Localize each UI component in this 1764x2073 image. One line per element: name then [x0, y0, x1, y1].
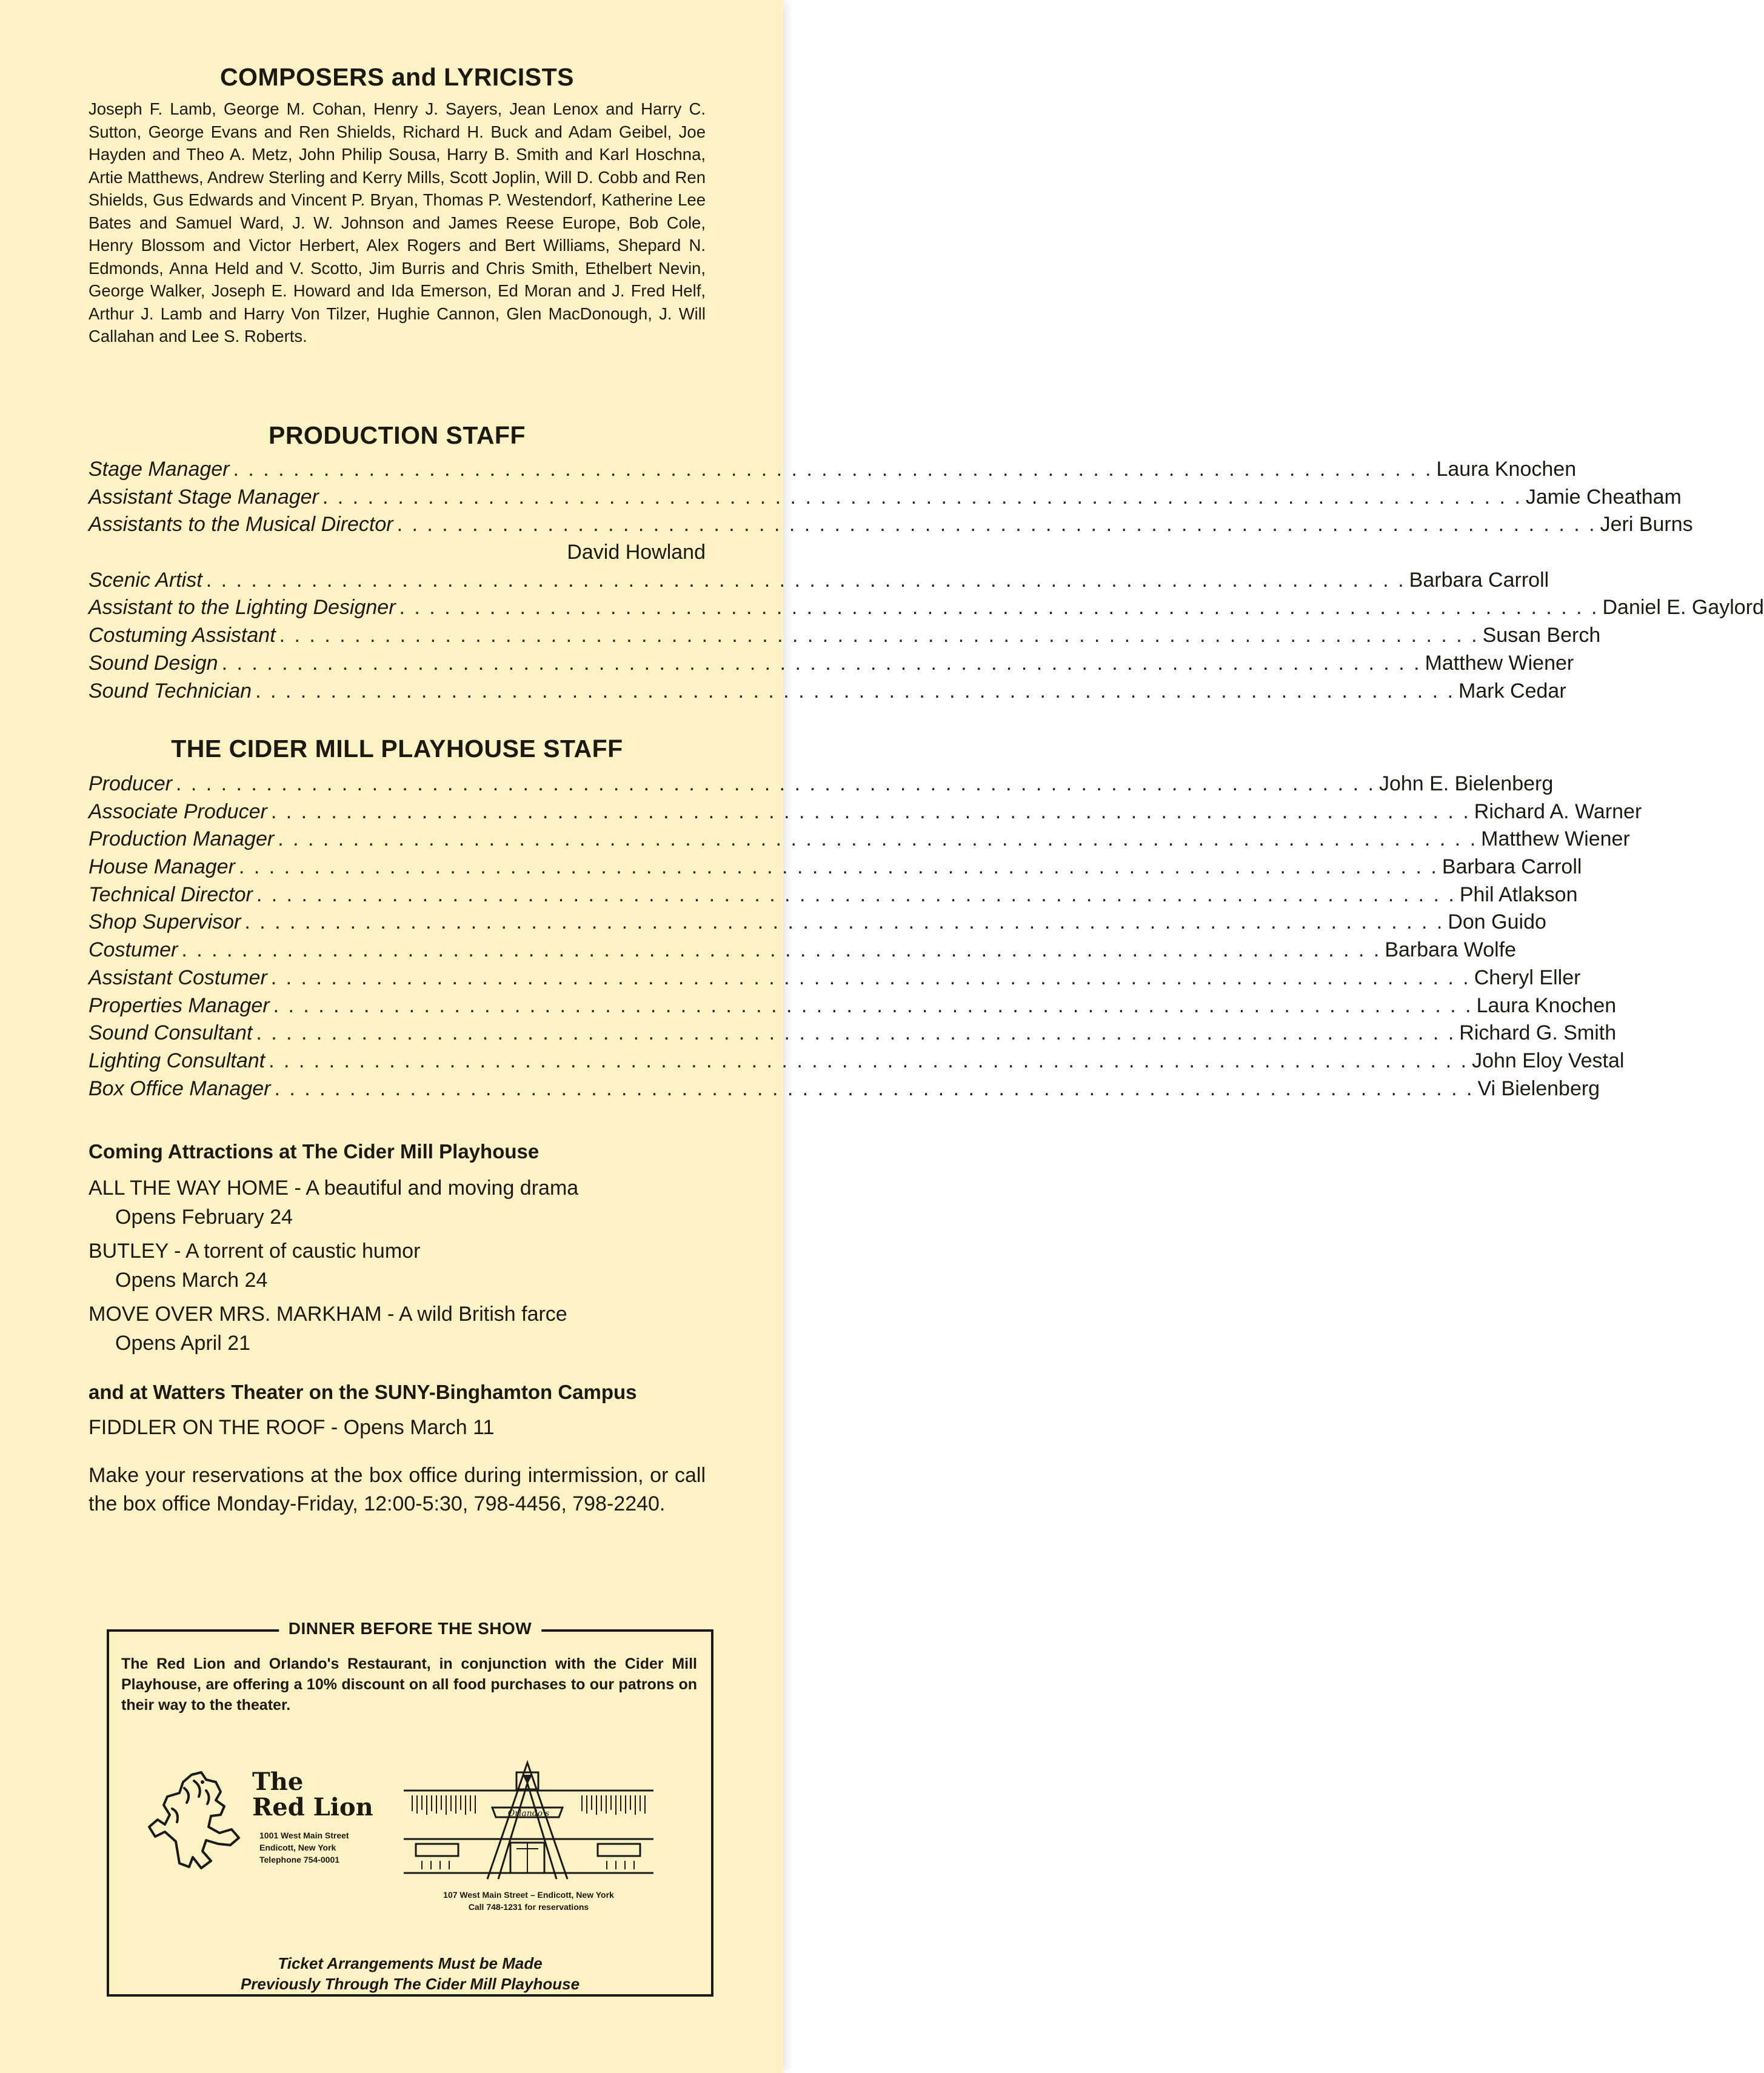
- staff-name: John E. Bielenberg: [1378, 772, 1554, 795]
- dot-leader: . . . . . . . . . . . . . . . . . . . . . . . . . . . . . . . . . . . . . . . . . . . . . . . . . . . . . . . . . . . . . . . . . . . . . . . . . . . . . . . .: [269, 1049, 1469, 1072]
- staff-name: Richard A. Warner: [1474, 799, 1642, 823]
- staff-row: [89, 1020, 1617, 1047]
- staff-row: [89, 936, 1517, 964]
- staff-role: Costuming Assistant: [89, 624, 276, 647]
- staff-row: [89, 456, 1577, 484]
- staff-name: Barbara Carroll: [1409, 568, 1549, 592]
- dinner-title: DINNER BEFORE THE SHOW: [279, 1619, 541, 1638]
- staff-row: [89, 511, 1693, 539]
- attraction-opens: Opens March 24: [115, 1269, 268, 1292]
- staff-role: Sound Technician: [89, 679, 252, 703]
- staff-name: Jeri Burns: [1600, 513, 1693, 536]
- red-lion-logo-icon: [143, 1766, 246, 1875]
- staff-row: [89, 909, 1546, 936]
- staff-name: Richard G. Smith: [1459, 1021, 1617, 1045]
- staff-name: Laura Knochen: [1436, 458, 1577, 481]
- red-lion-name-line1: The: [252, 1768, 304, 1796]
- dot-leader: . . . . . . . . . . . . . . . . . . . . . . . . . . . . . . . . . . . . . . . . . . . . . . . . . . . . . . . . . . . . . . . . . . . . . . . . . . . . . . . .: [273, 993, 1473, 1017]
- staff-name: Matthew Wiener: [1425, 651, 1574, 675]
- staff-role: Sound Design: [89, 651, 218, 675]
- staff-role: Scenic Artist: [89, 568, 202, 592]
- attraction-title: MOVE OVER MRS. MARKHAM - A wild British farce: [89, 1303, 567, 1326]
- staff-name: Barbara Carroll: [1442, 855, 1582, 879]
- dot-leader: . . . . . . . . . . . . . . . . . . . . . . . . . . . . . . . . . . . . . . . . . . . . . . . . . . . . . . . . . . . . . . . . . . . . . . . . . . . . . . . .: [396, 513, 1597, 536]
- staff-name: Don Guido: [1448, 910, 1546, 934]
- dot-leader: . . . . . . . . . . . . . . . . . . . . . . . . . . . . . . . . . . . . . . . . . . . . . . . . . . . . . . . . . . . . . . . . . . . . . . . . . . . . . . . .: [238, 855, 1438, 879]
- production-staff-list: [89, 456, 1764, 705]
- watters-item: FIDDLER ON THE ROOF - Opens March 11: [89, 1416, 495, 1439]
- red-lion-address-street: 1001 West Main Street: [259, 1831, 349, 1840]
- staff-role: Box Office Manager: [89, 1077, 271, 1100]
- staff-row: [89, 853, 1582, 881]
- staff-row: [89, 567, 1549, 595]
- staff-role: Production Manager: [89, 827, 275, 851]
- staff-row: [89, 484, 1682, 512]
- red-lion-name-line2: Red Lion: [252, 1793, 373, 1821]
- dot-leader: . . . . . . . . . . . . . . . . . . . . . . . . . . . . . . . . . . . . . . . . . . . . . . . . . . . . . . . . . . . . . . . . . . . . . . . . . . . . . . . .: [270, 966, 1471, 989]
- staff-row: [89, 594, 1764, 622]
- staff-name: Mark Cedar: [1458, 679, 1566, 703]
- red-lion-address-city: Endicott, New York: [259, 1843, 336, 1852]
- staff-role: Associate Producer: [89, 799, 267, 823]
- attraction-title: ALL THE WAY HOME - A beautiful and moving drama: [89, 1177, 579, 1200]
- dot-leader: . . . . . . . . . . . . . . . . . . . . . . . . . . . . . . . . . . . . . . . . . . . . . . . . . . . . . . . . . . . . . . . . . . . . . . . . . . . . . . . .: [274, 1077, 1474, 1100]
- staff-row: [89, 826, 1630, 853]
- staff-name: Jamie Cheatham: [1525, 485, 1682, 509]
- dot-leader: . . . . . . . . . . . . . . . . . . . . . . . . . . . . . . . . . . . . . . . . . . . . . . . . . . . . . . . . . . . . . . . . . . . . . . . . . . . . . . . .: [255, 679, 1455, 703]
- playhouse-staff-list: [89, 770, 1642, 1103]
- dinner-text: The Red Lion and Orlando's Restaurant, in conjunction with the Cider Mill Playhouse, are offering a 10% discount on all food purchases to our patrons on their way to the theater.: [121, 1655, 697, 1714]
- playhouse-staff-heading: THE CIDER MILL PLAYHOUSE STAFF: [171, 735, 623, 763]
- production-staff-heading: PRODUCTION STAFF: [268, 421, 526, 449]
- staff-name: Susan Berch: [1482, 624, 1601, 647]
- staff-row: [89, 1047, 1625, 1075]
- orlandos-address: 107 West Main Street – Endicott, New York: [443, 1890, 614, 1900]
- staff-role: Assistant to the Lighting Designer: [89, 596, 396, 619]
- staff-role: Assistants to the Musical Director: [89, 513, 393, 536]
- dot-leader: . . . . . . . . . . . . . . . . . . . . . . . . . . . . . . . . . . . . . . . . . . . . . . . . . . . . . . . . . . . . . . . . . . . . . . . . . . . . . . . .: [278, 827, 1478, 851]
- staff-role: Lighting Consultant: [89, 1049, 266, 1072]
- staff-name: Laura Knochen: [1476, 993, 1617, 1017]
- dot-leader: . . . . . . . . . . . . . . . . . . . . . . . . . . . . . . . . . . . . . . . . . . . . . . . . . . . . . . . . . . . . . . . . . . . . . . . . . . . . . . . .: [399, 596, 1599, 619]
- composers-heading: COMPOSERS and LYRICISTS: [219, 63, 575, 91]
- composers-section: [89, 63, 706, 348]
- ticket-arrangement-line1: Ticket Arrangements Must be Made: [278, 1954, 543, 1972]
- staff-name: John Eloy Vestal: [1472, 1049, 1625, 1072]
- staff-row: [89, 622, 1601, 650]
- staff-role: Assistant Stage Manager: [89, 485, 319, 509]
- staff-name: Cheryl Eller: [1474, 966, 1581, 989]
- red-lion-address: [259, 1829, 349, 1866]
- coming-attractions-heading: Coming Attractions at The Cider Mill Playhouse: [89, 1140, 540, 1163]
- staff-name: Matthew Wiener: [1481, 827, 1630, 851]
- orlandos-address-block: [404, 1889, 653, 1913]
- staff-role: Assistant Costumer: [89, 966, 267, 989]
- dot-leader: . . . . . . . . . . . . . . . . . . . . . . . . . . . . . . . . . . . . . . . . . . . . . . . . . . . . . . . . . . . . . . . . . . . . . . . . . . . . . . . .: [256, 1021, 1456, 1045]
- ticket-arrangement-line2-text: Previously Through The Cider Mill Playhouse: [233, 1975, 587, 1993]
- staff-role: Shop Supervisor: [89, 910, 241, 934]
- orlandos-sign: Orlando's: [507, 1809, 550, 1818]
- dot-leader: . . . . . . . . . . . . . . . . . . . . . . . . . . . . . . . . . . . . . . . . . . . . . . . . . . . . . . . . . . . . . . . . . . . . . . . . . . . . . . . .: [270, 799, 1471, 823]
- attraction-opens: Opens April 21: [115, 1332, 251, 1355]
- staff-row: [89, 770, 1554, 798]
- dot-leader: . . . . . . . . . . . . . . . . . . . . . . . . . . . . . . . . . . . . . . . . . . . . . . . . . . . . . . . . . . . . . . . . . . . . . . . . . . . . . . . .: [221, 651, 1422, 675]
- dot-leader: . . . . . . . . . . . . . . . . . . . . . . . . . . . . . . . . . . . . . . . . . . . . . . . . . . . . . . . . . . . . . . . . . . . . . . . . . . . . . . . .: [279, 624, 1479, 647]
- staff-role: Producer: [89, 772, 172, 795]
- dinner-box: [107, 1619, 713, 1997]
- dot-leader: . . . . . . . . . . . . . . . . . . . . . . . . . . . . . . . . . . . . . . . . . . . . . . . . . . . . . . . . . . . . . . . . . . . . . . . . . . . . . . . .: [322, 485, 1522, 509]
- staff-row: [89, 992, 1617, 1020]
- dot-leader: . . . . . . . . . . . . . . . . . . . . . . . . . . . . . . . . . . . . . . . . . . . . . . . . . . . . . . . . . . . . . . . . . . . . . . . . . . . . . . . .: [233, 458, 1433, 481]
- staff-name: Barbara Wolfe: [1385, 938, 1517, 962]
- composers-text: Joseph F. Lamb, George M. Cohan, Henry J. Sayers, Jean Lenox and Harry C. Sutton, George Evans and Ren Shields, Richard H. Buck and Adam Geibel, Joe Hayden and Theo A. Metz, John Philip Sousa, Harry B. Smith and Karl Hoschna, Artie Matthews, Andrew Sterling and Kerry Mills, Scott Joplin, Will D. Cobb and Ren Shields, Gus Edwards and Vincent P. Bryan, Thomas P. Westendorf, Katherine Lee Bates and Samuel Ward, J. W. Johnson and James Reese Europe, Bob Cole, Henry Blossom and Victor Herbert, Alex Rogers and Bert Williams, Shepard N. Edmonds, Anna Held and V. Scotto, Jim Burris and Chris Smith, Ethelbert Nevin, George Walker, Joseph E. Howard and Ida Emerson, Ed Moran and J. Fred Helf, Arthur J. Lamb and Harry Von Tilzer, Hughie Cannon, Glen MacDonough, J. Will Callahan and Lee S. Roberts.: [89, 99, 706, 346]
- orlandos-phone: Call 748-1231 for reservations: [468, 1902, 589, 1912]
- staff-role: Stage Manager: [89, 458, 230, 481]
- staff-row: [89, 1075, 1600, 1103]
- staff-name: Phil Atlakson: [1459, 883, 1578, 906]
- staff-role: Sound Consultant: [89, 1021, 253, 1045]
- dot-leader: . . . . . . . . . . . . . . . . . . . . . . . . . . . . . . . . . . . . . . . . . . . . . . . . . . . . . . . . . . . . . . . . . . . . . . . . . . . . . . . .: [205, 568, 1406, 592]
- staff-row: [89, 798, 1642, 826]
- watters-heading: and at Watters Theater on the SUNY-Binghamton Campus: [89, 1381, 637, 1403]
- staff-role: Costumer: [89, 938, 178, 962]
- staff-row: [89, 650, 1574, 678]
- staff-role: Properties Manager: [89, 993, 270, 1017]
- dot-leader: . . . . . . . . . . . . . . . . . . . . . . . . . . . . . . . . . . . . . . . . . . . . . . . . . . . . . . . . . . . . . . . . . . . . . . . . . . . . . . . .: [244, 910, 1445, 934]
- playhouse-staff-section: [89, 735, 1642, 1103]
- red-lion-phone: Telephone 754-0001: [259, 1855, 340, 1864]
- attraction-title: BUTLEY - A torrent of caustic humor: [89, 1240, 421, 1263]
- production-staff-section: [89, 421, 1764, 705]
- reservations-text: Make your reservations at the box office during intermission, or call the box office Monday-Friday, 12:00-5:30, 798-4456, 798-2240.: [89, 1464, 706, 1515]
- staff-row: [89, 964, 1581, 992]
- staff-role: Technical Director: [89, 883, 253, 906]
- ticket-arrangement-line2: [109, 1975, 711, 1994]
- coming-attractions-section: [89, 1138, 706, 1518]
- staff-row: [89, 678, 1566, 706]
- staff-row: [89, 881, 1578, 909]
- dot-leader: . . . . . . . . . . . . . . . . . . . . . . . . . . . . . . . . . . . . . . . . . . . . . . . . . . . . . . . . . . . . . . . . . . . . . . . . . . . . . . . .: [256, 883, 1456, 906]
- staff-role: House Manager: [89, 855, 235, 879]
- dot-leader: . . . . . . . . . . . . . . . . . . . . . . . . . . . . . . . . . . . . . . . . . . . . . . . . . . . . . . . . . . . . . . . . . . . . . . . . . . . . . . . .: [175, 772, 1375, 795]
- attraction-opens: Opens February 24: [115, 1206, 293, 1229]
- dot-leader: . . . . . . . . . . . . . . . . . . . . . . . . . . . . . . . . . . . . . . . . . . . . . . . . . . . . . . . . . . . . . . . . . . . . . . . . . . . . . . . .: [181, 938, 1381, 962]
- staff-name: Vi Bielenberg: [1477, 1077, 1600, 1100]
- staff-name: Daniel E. Gaylord: [1602, 596, 1764, 619]
- staff-name-continued: David Howland: [567, 541, 706, 564]
